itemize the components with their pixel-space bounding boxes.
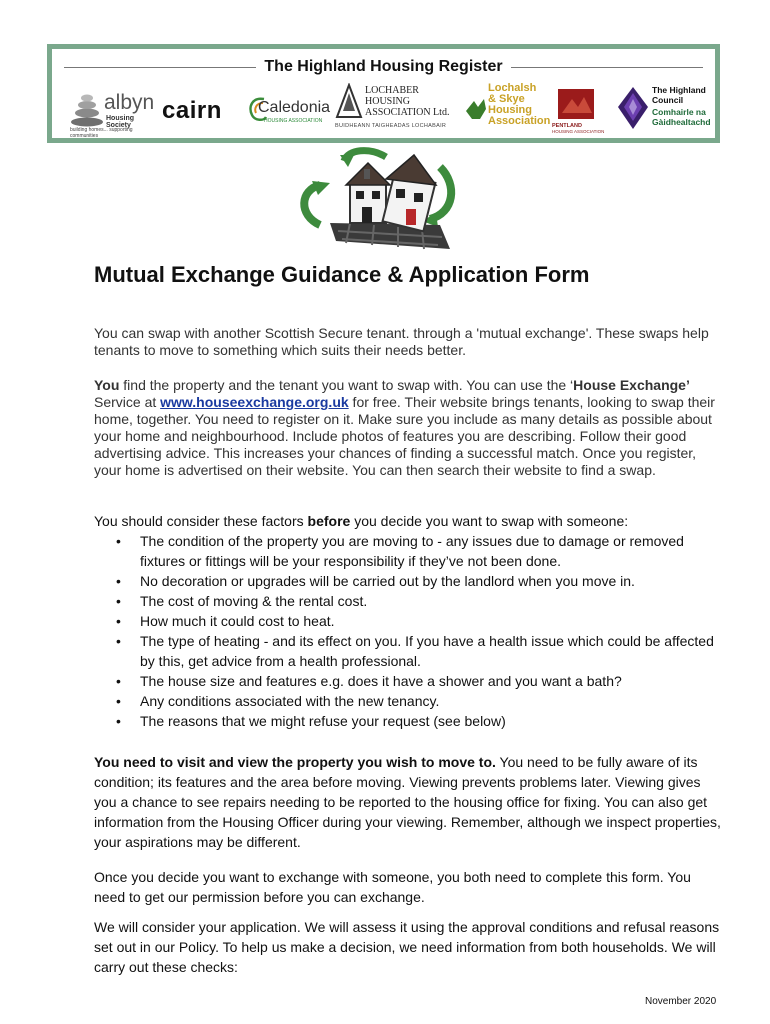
partner-logos — [60, 81, 711, 139]
consideration-paragraph: We will consider your application. We will assess it using the approval conditions and refusal reasons set out in our Policy. To help us make a decision, we need information from both households. We will carry out these checks: — [94, 919, 720, 975]
cairn-logo: cairn — [162, 97, 222, 124]
register-banner — [47, 44, 720, 143]
leaf-icon — [464, 97, 488, 125]
list-item: • The condition of the property you are moving to - any issues due to damage or removed fixtures or fittings will be your responsibility if they’ve not been done. — [94, 531, 724, 571]
house-exchange-service-name: House Exchange’ — [573, 377, 690, 393]
pentland-name: PENTLAND — [552, 123, 582, 129]
pentland-sub: HOUSING ASSOCIATION — [552, 129, 605, 134]
list-item: • Any conditions associated with the new tenancy. — [94, 691, 724, 711]
list-item: • The cost of moving & the rental cost. — [94, 591, 724, 611]
albyn-logo — [70, 91, 158, 139]
factors-intro-b: you decide you want to swap with someone: — [350, 513, 629, 529]
house-swap-illustration — [290, 145, 462, 255]
page-title: Mutual Exchange Guidance & Application Form — [94, 262, 590, 287]
lochaber-roof-icon — [335, 83, 363, 119]
lochaber-line2: HOUSING — [365, 96, 410, 107]
skye-line1: Lochalsh — [488, 82, 537, 94]
house-exchange-text-b: Service at — [94, 394, 161, 410]
stones-icon — [70, 91, 104, 127]
highland-council-logo — [616, 83, 726, 135]
divider — [64, 67, 256, 68]
intro-paragraph: You can swap with another Scottish Secure tenant. through a 'mutual exchange'. These swaps help tenants to move to something which suits their needs better. — [94, 325, 709, 358]
highland-line1: The Highland — [652, 85, 706, 95]
albyn-sub: Housing Society — [106, 115, 134, 129]
highland-line2: Council — [652, 95, 684, 105]
albyn-tagline: building homes... supporting communities — [70, 127, 133, 139]
factors-intro-bold: before — [307, 513, 351, 529]
highland-line4: Gàidhealtachd — [652, 117, 711, 127]
highland-diamond-icon — [616, 85, 650, 131]
caledonia-name: Caledonia — [258, 99, 331, 116]
lochaber-line3: ASSOCIATION Ltd. — [365, 107, 450, 118]
viewing-paragraph — [94, 752, 724, 852]
house-exchange-text-a: find the property and the tenant you want to swap with. You can use the ‘ — [119, 377, 574, 393]
lochalsh-skye-logo — [464, 83, 550, 135]
list-item: • How much it could cost to heat. — [94, 611, 724, 631]
factors-list — [94, 531, 724, 731]
complete-form-paragraph: Once you decide you want to exchange with someone, you both need to complete this form. You need to get our permission before you can exchange. — [94, 869, 691, 905]
list-item: • The house size and features e.g. does it have a shower and you want a bath? — [94, 671, 724, 691]
factors-intro — [94, 513, 724, 530]
list-item: • The reasons that we might refuse your request (see below) — [94, 711, 724, 731]
caledonia-sub: HOUSING ASSOCIATION — [264, 118, 323, 124]
lochaber-logo — [335, 83, 460, 133]
divider — [511, 67, 703, 68]
register-title: The Highland Housing Register — [264, 58, 503, 75]
you-emphasis: You — [94, 377, 120, 393]
caledonia-logo — [246, 93, 331, 133]
footer-date: November 2020 — [645, 996, 717, 1007]
house-exchange-paragraph — [94, 377, 724, 479]
viewing-text: You need to be fully aware of its condition; its features and the area before moving. Viewing prevents problems later. Viewing gives you a chance to see repairs needing to be reported to the housing office for fixing. You can also get information from the Housing Officer during your viewing. Remember, although we inspect properties, your aspirations may be different. — [94, 754, 721, 850]
house-exchange-text-c: for free. Their website brings tenants, looking to swap their home, together. You need to register on it. Make sure you include as many details as possible about your home and neighbourhood. Include photos of features you are describing. Follow their good advertising advice. This increases your chances of finding a successful match. Once you register, your home is advertised on their website. You can then search their website to find a swap. — [94, 394, 715, 478]
lochaber-gaelic: BUIDHEANN TAIGHEADAS LOCHABAIR — [335, 123, 447, 129]
pentland-emblem-icon — [554, 85, 598, 121]
skye-line4: Association — [488, 115, 551, 127]
viewing-bold: You need to visit and view the property you wish to move to. — [94, 754, 496, 770]
list-item: • The type of heating - and its effect on you. If you have a health issue which could be affected by this, get advice from a health professional. — [94, 631, 724, 671]
skye-line3: Housing — [488, 104, 532, 116]
banner-title-row — [64, 57, 703, 77]
skye-line2: & Skye — [488, 93, 525, 105]
factors-intro-a: You should consider these factors — [94, 513, 308, 529]
list-item: • No decoration or upgrades will be carried out by the landlord when you move in. — [94, 571, 724, 591]
house-exchange-link[interactable]: www.houseexchange.org.uk — [160, 394, 349, 410]
lochaber-line1: LOCHABER — [365, 85, 419, 96]
pentland-logo — [552, 85, 610, 135]
highland-line3: Comhairle na — [652, 107, 706, 117]
albyn-name: albyn — [104, 91, 155, 114]
